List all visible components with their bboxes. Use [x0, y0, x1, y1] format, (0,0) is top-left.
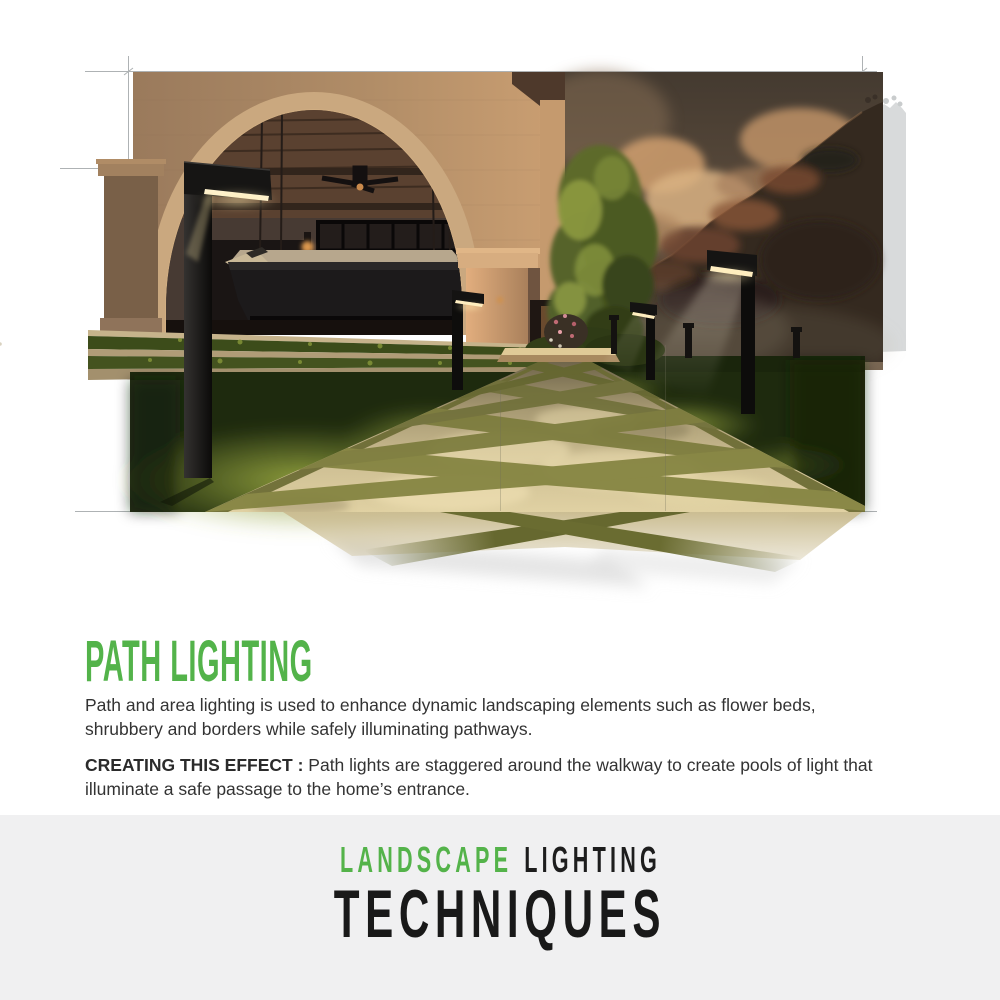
effect-paragraph: CREATING THIS EFFECT : Path lights are staggered around the walkway to create pools of light that illuminate a safe passage to the home’s entrance. [85, 755, 873, 799]
page-title: PATH LIGHTING [85, 629, 313, 694]
brand-word-landscape: LANDSCAPE [339, 839, 512, 880]
footer [0, 815, 1000, 1000]
footer-title: TECHNIQUES [333, 876, 667, 952]
breakout-x [283, 512, 862, 588]
intro-paragraph: Path and area lighting is used to enhance dynamic landscaping elements such as flower beds, shrubbery and borders while safely illuminating pathways. [85, 695, 816, 739]
body-copy [85, 694, 955, 801]
effect-label: CREATING THIS EFFECT : [85, 755, 304, 775]
porch-swing [225, 247, 472, 321]
left-pilaster [96, 159, 166, 334]
brand-line [0, 841, 1000, 878]
brand-word-lighting: LIGHTING [523, 839, 661, 880]
